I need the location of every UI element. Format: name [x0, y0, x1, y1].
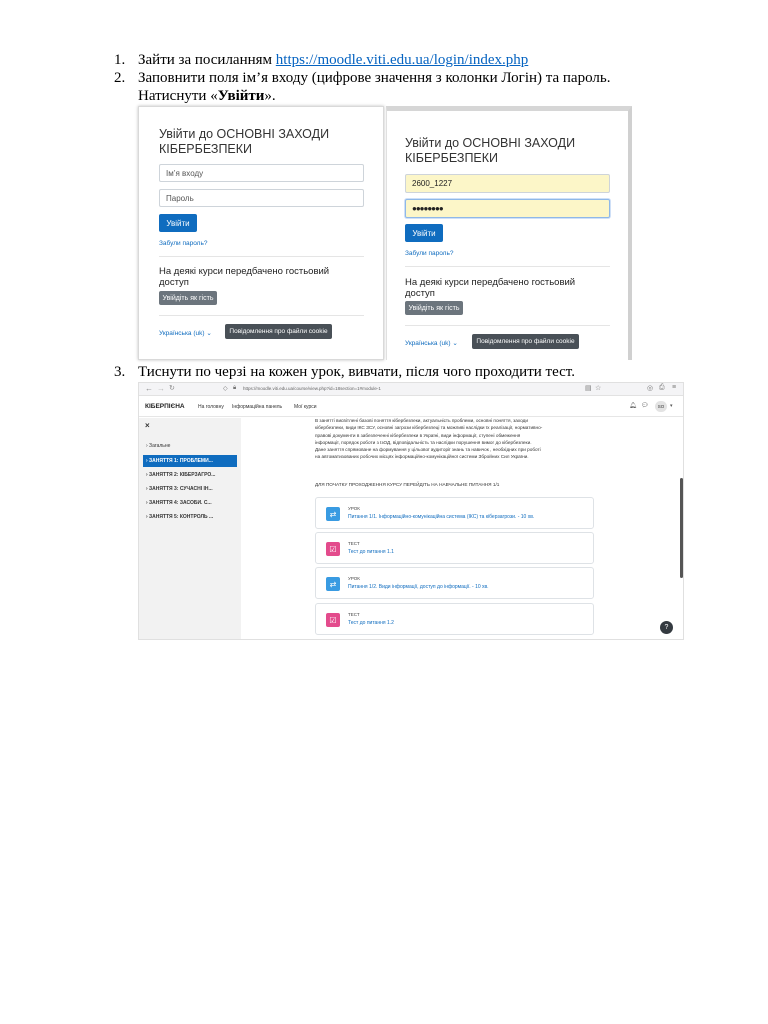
quiz-icon: ☑ [326, 613, 340, 627]
activity-link[interactable]: Питання 1/2. Види інформації, доступ до інформації. - 10 хв. [348, 584, 489, 590]
activity-type: УРОК [348, 506, 360, 511]
shield-icon: ◇ [223, 386, 228, 392]
course-page-screenshot [138, 382, 684, 640]
reload-icon[interactable]: ↻ [169, 385, 175, 392]
step-number: 1. [114, 52, 126, 68]
pocket-icon[interactable]: ◎ [647, 385, 654, 392]
nav-home[interactable]: На головну [198, 404, 224, 410]
forward-icon[interactable]: → [157, 384, 165, 393]
chevron-down-icon[interactable]: ▾ [670, 403, 673, 409]
login-button[interactable]: Увійти [405, 224, 443, 242]
course-index-sidebar [139, 418, 241, 640]
cookie-notice-button[interactable]: Повідомлення про файли cookie [225, 324, 332, 339]
guest-access-text: На деякі курси передбачено гостьовий доступ [159, 266, 330, 288]
back-icon[interactable]: ← [145, 384, 153, 393]
share-icon[interactable]: ⎙ [659, 384, 665, 391]
messages-icon[interactable]: 💬︎ [641, 403, 649, 409]
moodle-login-link[interactable]: https://moodle.viti.edu.ua/login/index.php [275, 52, 529, 68]
sidebar-item-lesson-3[interactable]: › ЗАНЯТТЯ 3: СУЧАСНІ ІН... [146, 486, 213, 492]
activity-link[interactable]: Тест до питання 1.1 [348, 549, 394, 555]
activity-type: ТЕСТ [348, 612, 360, 617]
close-icon[interactable]: × [145, 421, 150, 430]
section-instruction: ДЛЯ ПОЧАТКУ ПРОХОДЖЕННЯ КУРСУ ПЕРЕЙДІТЬ НА НАВЧАЛЬНЕ ПИТАННЯ 1/1 [315, 482, 500, 487]
sidebar-item-lesson-5[interactable]: › ЗАНЯТТЯ 5: КОНТРОЛЬ ... [146, 514, 214, 520]
password-input[interactable]: Пароль [159, 189, 364, 207]
help-icon[interactable]: ? [660, 621, 673, 634]
forgot-password-link[interactable]: Забули пароль? [159, 240, 208, 247]
menu-icon[interactable]: ≡ [672, 384, 677, 391]
login-button[interactable]: Увійти [159, 214, 197, 232]
login-screenshot-filled [386, 106, 632, 360]
activity-quiz-1-2[interactable] [315, 603, 594, 635]
guest-login-button[interactable]: Увійдіть як гість [405, 301, 463, 315]
sidebar-item-lesson-4[interactable]: › ЗАНЯТТЯ 4: ЗАСОБИ. С... [146, 500, 212, 506]
address-bar[interactable]: https://moodle.viti.edu.ua/course/view.php?id=18section=1#module-1 [243, 386, 381, 391]
browser-toolbar [139, 383, 684, 396]
moodle-navbar [139, 397, 684, 417]
forgot-password-link[interactable]: Забули пароль? [405, 250, 454, 257]
step-number: 3. [114, 364, 126, 380]
language-selector[interactable]: Українська (uk) ⌄ [159, 330, 212, 337]
bookmark-icon[interactable]: ☆ [595, 385, 602, 392]
sidebar-item-general[interactable]: › Загальне [146, 443, 171, 449]
divider [405, 325, 610, 326]
login-title: Увійти до ОСНОВНІ ЗАХОДИ КІБЕРБЕЗПЕКИ [405, 136, 576, 165]
divider [159, 256, 364, 257]
divider [159, 315, 364, 316]
activity-type: ТЕСТ [348, 541, 360, 546]
sidebar-item-lesson-2[interactable]: › ЗАНЯТТЯ 2: КІБЕРЗАГРО... [146, 472, 216, 478]
step-text-line1: Заповнити поля ім’я входу (цифрове значення з колонки Логін) та пароль. [138, 70, 611, 86]
reader-icon[interactable]: ▤ [585, 385, 592, 392]
step-text-line2: Натиснути «Увійти». [138, 88, 276, 104]
step-number: 2. [114, 70, 126, 86]
activity-type: УРОК [348, 576, 360, 581]
activity-link[interactable]: Питання 1/1. Інформаційно-комунікаційна система (ІКС) та кіберзагрози. - 10 хв. [348, 514, 535, 520]
login-title: Увійти до ОСНОВНІ ЗАХОДИ КІБЕРБЕЗПЕКИ [159, 127, 330, 156]
activity-lesson-1-1[interactable] [315, 497, 594, 529]
lesson-icon: ⇄ [326, 577, 340, 591]
lesson-icon: ⇄ [326, 507, 340, 521]
nav-my-courses[interactable]: Мої курси [294, 404, 317, 410]
cookie-notice-button[interactable]: Повідомлення про файли cookie [472, 334, 579, 349]
guest-access-text: На деякі курси передбачено гостьовий доступ [405, 277, 576, 299]
user-avatar[interactable]: SO [655, 401, 667, 412]
step-text: Тиснути по черзі на кожен урок, вивчати, після чого проходити тест. [138, 364, 575, 380]
lock-icon: 🔒︎ [233, 385, 237, 391]
username-input[interactable]: Ім’я входу [159, 164, 364, 182]
step-text: Зайти за посиланням https://moodle.viti.edu.ua/login/index.php [138, 52, 529, 68]
activity-lesson-1-2[interactable] [315, 567, 594, 599]
guest-login-button[interactable]: Увійдіть як гість [159, 291, 217, 305]
sidebar-item-lesson-1[interactable]: › ЗАНЯТТЯ 1: ПРОБЛЕМИ... [143, 455, 237, 467]
quiz-icon: ☑ [326, 542, 340, 556]
notifications-icon[interactable]: 🔔︎ [629, 403, 637, 409]
language-selector[interactable]: Українська (uk) ⌄ [405, 340, 458, 347]
nav-dashboard[interactable]: Інформаційна панель [232, 404, 283, 410]
activity-quiz-1-1[interactable] [315, 532, 594, 564]
username-input[interactable]: 2600_1227 [405, 174, 610, 193]
divider [405, 266, 610, 267]
brand-logo[interactable]: КІБЕРПІЄНА [145, 403, 185, 410]
section-summary: В занятті висвітлені базові поняття кібербезпеки, актуальність проблеми, основні поняття, заходи кібербезпеки, види ІКС ЗСУ, основні загрози кібербезпеці та можливі наслідки їх реалізації, нормативно- правові документи в забезпеченні кібербезпеки в Україні, види інформації, ступені обмеження інформації, порядок роботи з ІзОД, відповідальність та наслідки порушення вимог до кібербезпеки. Дане заняття спрямоване на формування у цільової аудиторії знань та навичок , необхідних при роботі на автоматизованих робочих місцях інформаційно-комунікаційної системи Збройних Сил України. [315, 418, 543, 460]
activity-link[interactable]: Тест до питання 1.2 [348, 620, 394, 626]
password-input[interactable]: ●●●●●●●● [405, 199, 610, 218]
scrollbar[interactable] [680, 478, 683, 578]
login-screenshot-empty [138, 106, 384, 360]
